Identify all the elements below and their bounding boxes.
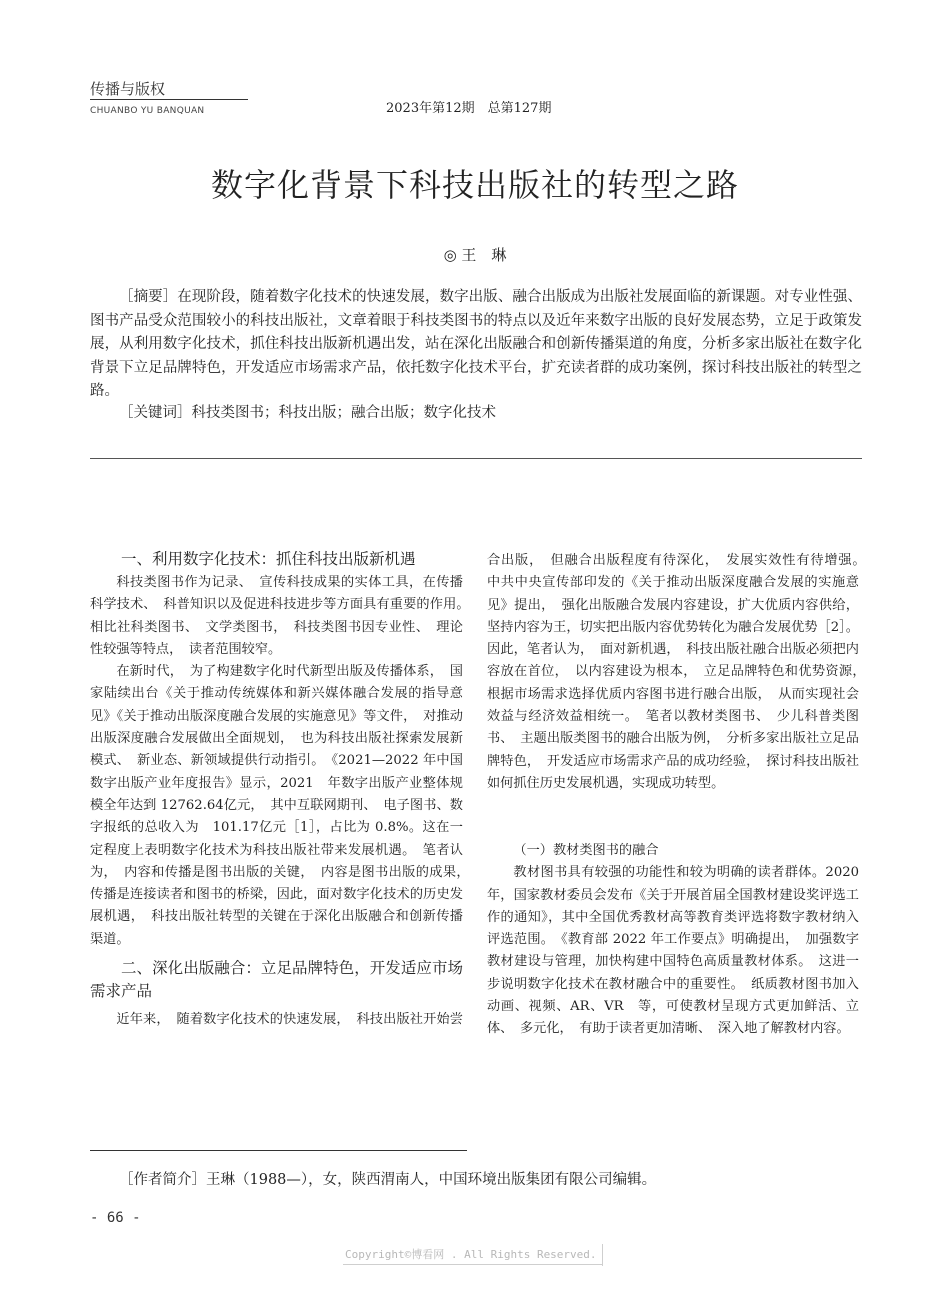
header-rule	[90, 99, 248, 100]
paragraph: 近年来， 随着数字化技术的快速发展， 科技出版社开始尝	[116, 1012, 463, 1028]
journal-name: 传播与版权	[90, 80, 166, 98]
section-divider	[90, 458, 862, 459]
abstract: ［摘要］在现阶段，随着数字化技术的快速发展，数字出版、融合出版成为出版社发展面临的新课题。对专业性强、图书产品受众范围较小的科技出版社，文章着眼于科技类图书的特点以及近年来数字出版的良好发展态势，立足于政策发展，从利用数字化技术，抓住科技出版新机遇出发，站在深化出版融合和创新传播渠道的角度，分析多家出版社在数字化背景下立足品牌特色，开发适应市场需求产品，依托数字化技术平台，扩充读者群的成功案例，探讨科技出版社的转型之路。	[90, 289, 862, 399]
body-column-left	[90, 548, 477, 1031]
paragraph: 在新时代， 为了构建数字化时代新型出版及传播体系， 国家陆续出台《关于推动传统媒体和新兴媒体融合发展的指导意见》《关于推动出版深度融合发展的实施意见》等文件， 对推动出版深度融合发展做出全面规划， 也为科技出版社探索发展新模式、 新业态、新领域提供行动指引。 《2021—2022 年中国数字出版产业年度报告》显示，2021 年数字出版产业整体规模全年达到 12762.64亿元， 其中互联网期刊、 电子图书、数字报纸的总收入为 101.17亿元［1］，占比为 0.8%。这在一定程度上表明数字化技术为科技出版社带来发展机遇。 笔者认为， 内容和传播是图书出版的关键， 内容是图书出版的成果， 传播是连接读者和图书的桥梁，因此，面对数字化技术的历史发展机遇， 科技出版社转型的关键在于深化出版融合和创新传播渠道。	[90, 664, 477, 947]
subsection-heading-1: （一）教材类图书的融合	[513, 843, 659, 858]
watermark-underline	[343, 1264, 603, 1265]
paragraph: 科技类图书作为记录、 宣传科技成果的实体工具，在传播科学技术、 科普知识以及促进科技进步等方面具有重要的作用。 相比社科类图书、 文学类图书， 科技类图书因专业性、 理论性较强等特点， 读者范围较窄。	[90, 575, 477, 657]
paragraph-continued: 合出版， 但融合出版程度有待深化， 发展实效性有待增强。 中共中央宣传部印发的《关于推动出版深度融合发展的实施意见》提出， 强化出版融合发展内容建设，扩大优质内容供给，坚持内容为王，切实把出版内容优势转化为融合发展优势［2］。因此，笔者认为， 面对新机遇， 科技出版社融合出版必须把内容放在首位， 以内容建设为根本， 立足品牌特色和优势资源， 根据市场需求选择优质内容图书进行融合出版， 从而实现社会效益与经济效益相统一。 笔者以教材类图书、 少儿科普类图书、 主题出版类图书的融合出版为例， 分析多家出版社立足品牌特色， 开发适应市场需求产品的成功经验， 探讨科技出版社如何抓住历史发展机遇，实现成功转型。	[487, 553, 859, 791]
keywords: ［关键词］科技类图书；科技出版；融合出版；数字化技术	[119, 405, 496, 421]
paragraph: 教材图书具有较强的功能性和较为明确的读者群体。2020 年，国家教材委员会发布《关于开展首届全国教材建设奖评选工作的通知》，其中全国优秀教材高等教育类评选将数字教材纳入评选范围。 《教育部 2022 年工作要点》明确提出， 加强数字教材建设与管理，加快构建中国特色高质量教材体系。 这进一步说明数字化技术在教材融合中的重要性。 纸质教材图书加入动画、视频、AR、VR 等，可使教材呈现方式更加鲜活、立体、 多元化， 有助于读者更加清晰、 深入地了解教材内容。	[487, 865, 859, 1037]
page-number: - 66 -	[90, 1210, 141, 1226]
watermark-tick	[602, 1244, 603, 1266]
body-column-right	[487, 550, 859, 1041]
article-author: ◎ 王 琳	[443, 246, 507, 264]
paragraph-continued-wrapper	[487, 550, 859, 840]
copyright-watermark: Copyright©博看网 . All Rights Reserved.	[345, 1248, 597, 1261]
article-title: 数字化背景下科技出版社的转型之路	[210, 166, 739, 204]
section-heading-2: 二、深化出版融合：立足品牌特色，开发适应市场需求产品	[90, 959, 463, 1001]
author-note: ［作者简介］王琳（1988—），女，陕西渭南人，中国环境出版集团有限公司编辑。	[119, 1172, 657, 1188]
journal-name-pinyin: CHUANBO YU BANQUAN	[90, 106, 205, 116]
section-heading-1: 一、利用数字化技术：抓住科技出版新机遇	[121, 550, 416, 568]
issue-info: 2023年第12期 总第127期	[386, 101, 552, 116]
footnote-rule	[90, 1150, 467, 1151]
